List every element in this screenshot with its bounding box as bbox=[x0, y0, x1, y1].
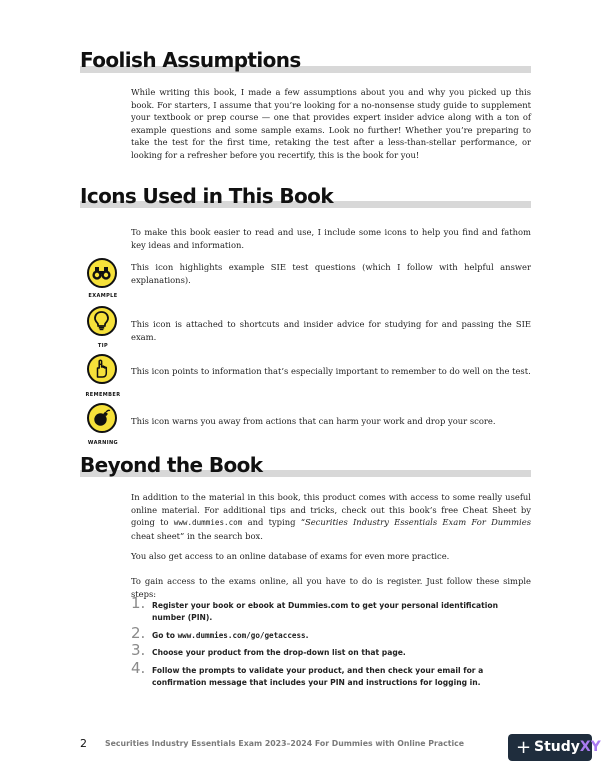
icon-description-remember: This icon points to information that’s especially important to remember to do well on the test. bbox=[131, 366, 531, 376]
icon-description-warning: This icon warns you away from actions that can harm your work and drop your score. bbox=[131, 416, 496, 426]
beyond-paragraph-1 bbox=[131, 491, 531, 542]
icon-label-example: EXAMPLE bbox=[88, 293, 118, 299]
heading-icons-used: Icons Used in This Book bbox=[80, 184, 334, 208]
step-number: 2. bbox=[131, 624, 146, 642]
icon-description-tip: This icon is attached to shortcuts and insider advice for studying for and passing the SIE exam. bbox=[131, 319, 531, 342]
heading-foolish-assumptions: Foolish Assumptions bbox=[80, 48, 301, 72]
icon-label-tip: TIP bbox=[97, 343, 109, 349]
icons-intro-paragraph: To make this book easier to read and use, I include some icons to help you find and fathom key ideas and information. bbox=[131, 227, 531, 250]
beyond-text-before: In addition to the material in this book, this product comes with access to some really useful online material. For additional tips and tricks, check out this book’s free Cheat Sheet by going to bbox=[131, 492, 531, 527]
bomb-icon bbox=[87, 403, 117, 433]
getaccess-link[interactable]: www.dummies.com/go/getaccess bbox=[177, 631, 306, 640]
icon-label-remember: REMEMBER bbox=[85, 392, 121, 398]
beyond-text-after: cheat sheet” in the search box. bbox=[131, 530, 263, 541]
finger-string-icon bbox=[87, 354, 117, 384]
dummies-link[interactable]: www.dummies.com bbox=[173, 518, 243, 527]
studyxy-xy: XY bbox=[579, 739, 601, 755]
lightbulb-icon bbox=[87, 306, 117, 336]
icon-label-warning: WARNING bbox=[87, 440, 119, 446]
step-number: 4. bbox=[131, 659, 146, 677]
step-number: 1. bbox=[131, 594, 146, 612]
beyond-paragraph-3: To gain access to the exams online, all you have to do is register. Just follow these simple steps: bbox=[131, 576, 531, 599]
step-text: Follow the prompts to validate your product, and then check your email for a confirmation message that includes your PIN and instructions for logging in. bbox=[152, 666, 484, 687]
step-text-before: Go to bbox=[152, 631, 178, 640]
foolish-assumptions-paragraph: While writing this book, I made a few assumptions about you and why you picked up this book. For starters, I assume that you’re looking for a no-nonsense study guide to supplement your textbook or prep course — one that provides expert insider advice along with a ton of example questions and some sample exams. Look no further! Whether you’re preparing to take the test for the first time, retaking the test after a less-than-stellar performance, or looking for a refresher before you recertify, this is the book for you! bbox=[131, 87, 531, 160]
step-text bbox=[152, 630, 512, 642]
step-number: 3. bbox=[131, 641, 146, 659]
book-title-italic: Securities Industry Essentials Exam For Dummies bbox=[304, 517, 531, 527]
running-footer-title: Securities Industry Essentials Exam 2023–2024 For Dummies with Online Practice bbox=[105, 739, 465, 748]
page-number: 2 bbox=[80, 737, 87, 750]
step-text: Register your book or ebook at Dummies.com to get your personal identification number (PIN). bbox=[152, 601, 499, 622]
icon-description-example: This icon highlights example SIE test questions (which I follow with helpful answer explanations). bbox=[131, 262, 531, 285]
plus-icon: + bbox=[516, 737, 532, 758]
heading-beyond-the-book: Beyond the Book bbox=[80, 453, 263, 477]
studyxy-study: Study bbox=[534, 739, 580, 755]
beyond-text-middle: and typing “ bbox=[242, 517, 305, 527]
binoculars-icon bbox=[87, 258, 117, 288]
studyxy-wordmark bbox=[534, 734, 601, 761]
studyxy-badge[interactable] bbox=[508, 734, 601, 761]
step-text: Choose your product from the drop-down list on that page. bbox=[152, 648, 406, 657]
step-text-after: . bbox=[305, 631, 309, 640]
beyond-paragraph-2: You also get access to an online database of exams for even more practice. bbox=[131, 551, 450, 561]
